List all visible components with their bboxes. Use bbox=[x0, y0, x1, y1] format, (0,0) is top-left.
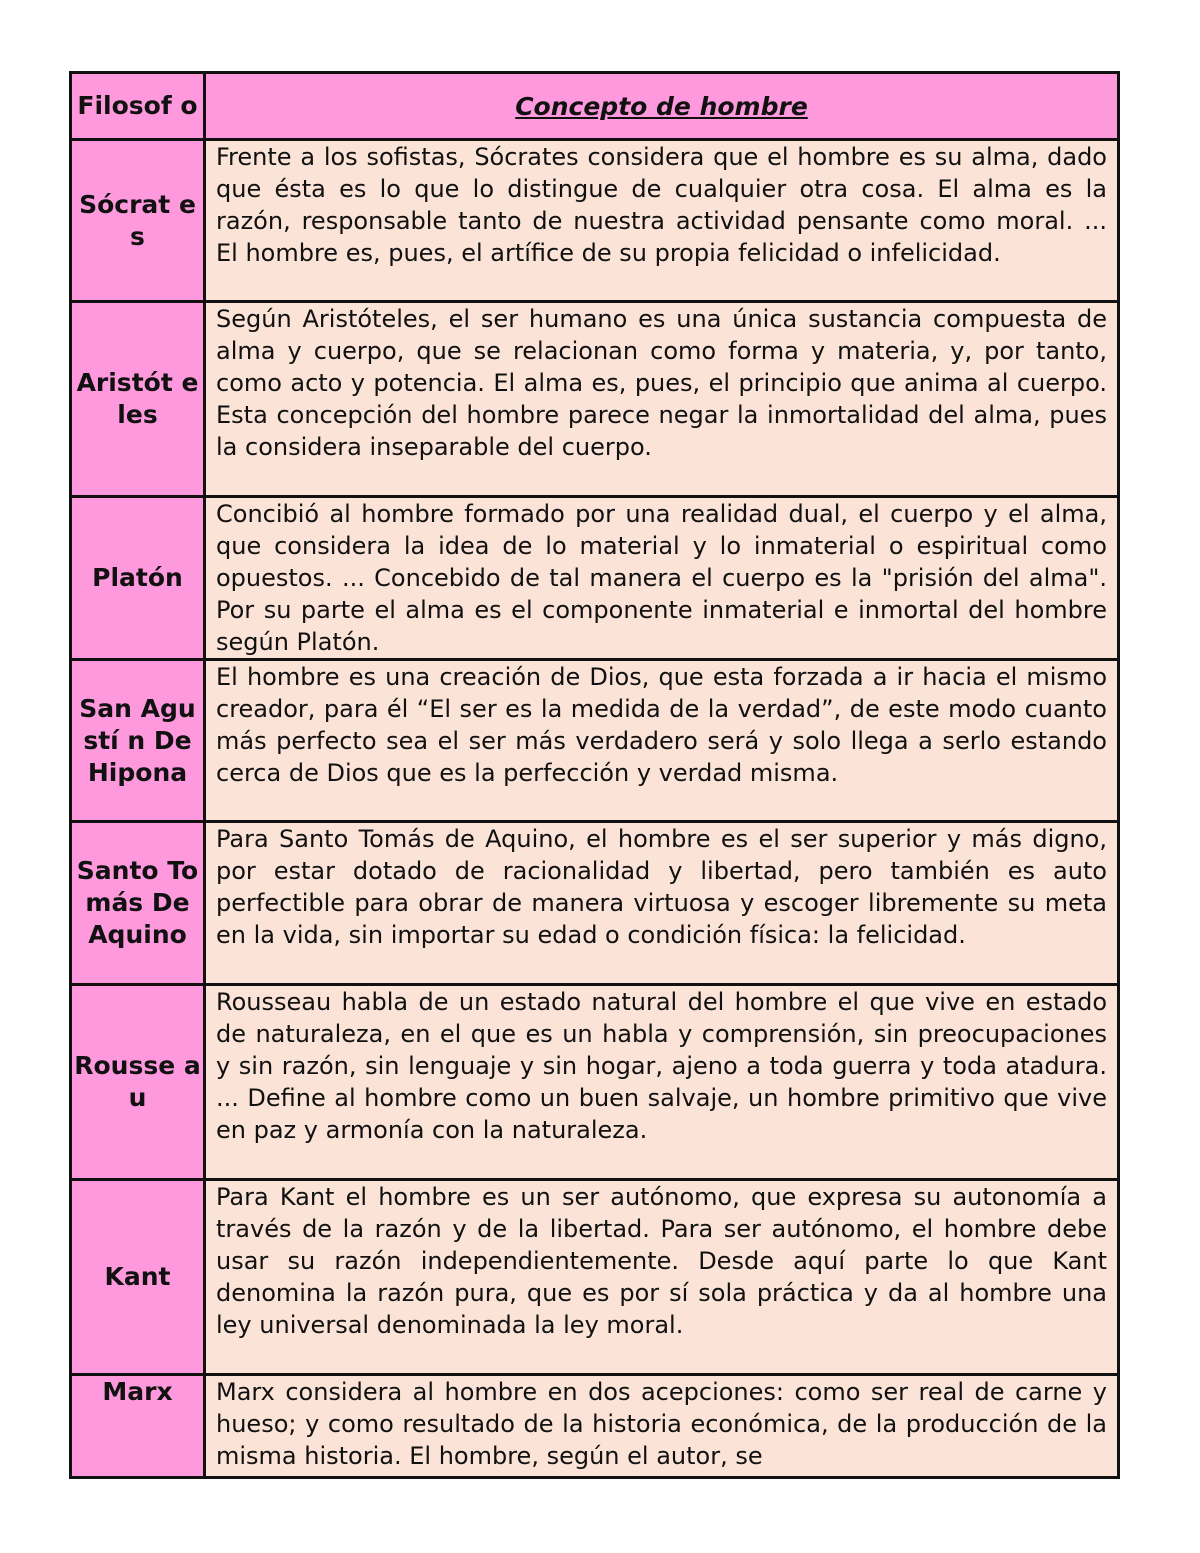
table-row bbox=[71, 822, 1119, 985]
concept-text bbox=[205, 1375, 1119, 1478]
header-concept: Concepto de hombre bbox=[205, 73, 1119, 140]
table-row bbox=[71, 140, 1119, 302]
philosopher-name: Rousse au bbox=[71, 985, 205, 1180]
philosopher-name: Platón bbox=[71, 497, 205, 660]
concept-text: Frente a los sofistas, Sócrates considera que el hombre es su alma, dado que ésta es lo que lo distingue de cualquier otra cosa. El alma es la razón, responsable tanto de nuestra actividad pensante como moral. ... El hombre es, pues, el artífice de su propia felicidad o infelicidad. bbox=[205, 140, 1119, 302]
header-philosopher: Filosof o bbox=[71, 73, 205, 140]
philosopher-name: Marx bbox=[71, 1375, 205, 1478]
concept-text: Concibió al hombre formado por una realidad dual, el cuerpo y el alma, que considera la idea de lo material y lo inmaterial o espiritual como opuestos. ... Concebido de tal manera el cuerpo es la "prisión del alma". Por su parte el alma es el componente inmaterial e inmortal del hombre según Platón. bbox=[205, 497, 1119, 660]
concept-text: Para Santo Tomás de Aquino, el hombre es el ser superior y más digno, por estar dotado de racionalidad y libertad, pero también es auto perfectible para obrar de manera virtuosa y escoger libremente su meta en la vida, sin importar su edad o condición física: la felicidad. bbox=[205, 822, 1119, 985]
philosophers-table bbox=[69, 71, 1120, 1479]
philosopher-name: Aristót eles bbox=[71, 302, 205, 497]
concept-text: Rousseau habla de un estado natural del hombre el que vive en estado de naturaleza, en el que es un habla y comprensión, sin preocupaciones y sin razón, sin lenguaje y sin hogar, ajeno a toda guerra y toda atadura. ... Define al hombre como un buen salvaje, un hombre primitivo que vive en paz y armonía con la naturaleza. bbox=[205, 985, 1119, 1180]
table-row bbox=[71, 660, 1119, 822]
philosopher-name: Kant bbox=[71, 1180, 205, 1375]
philosopher-name: Santo Tomás De Aquino bbox=[71, 822, 205, 985]
concept-text: Según Aristóteles, el ser humano es una única sustancia compuesta de alma y cuerpo, que se relacionan como forma y materia, y, por tanto, como acto y potencia. El alma es, pues, el principio que anima al cuerpo. Esta concepción del hombre parece negar la inmortalidad del alma, pues la considera inseparable del cuerpo. bbox=[205, 302, 1119, 497]
concept-text: Para Kant el hombre es un ser autónomo, que expresa su autonomía a través de la razón y de la libertad. Para ser autónomo, el hombre debe usar su razón independientemente. Desde aquí parte lo que Kant denomina la razón pura, que es por sí sola práctica y da al hombre una ley universal denominada la ley moral. bbox=[205, 1180, 1119, 1375]
concept-text: El hombre es una creación de Dios, que esta forzada a ir hacia el mismo creador, para él “El ser es la medida de la verdad”, de este modo cuanto más perfecto sea el ser más verdadero será y solo llega a serlo estando cerca de Dios que es la perfección y verdad misma. bbox=[205, 660, 1119, 822]
table-row bbox=[71, 1375, 1119, 1478]
table-row bbox=[71, 302, 1119, 497]
philosopher-name: San Agustí n De Hipona bbox=[71, 660, 205, 822]
concept-text-clipped: Marx considera al hombre en dos acepciones: como ser real de carne y hueso; y como resultado de la historia económica, de la producción de la misma historia. El hombre, según el autor, se bbox=[216, 1378, 1107, 1470]
table-row bbox=[71, 497, 1119, 660]
philosopher-name: Sócrat es bbox=[71, 140, 205, 302]
table-row bbox=[71, 1180, 1119, 1375]
table-header-row bbox=[71, 73, 1119, 140]
table-row bbox=[71, 985, 1119, 1180]
